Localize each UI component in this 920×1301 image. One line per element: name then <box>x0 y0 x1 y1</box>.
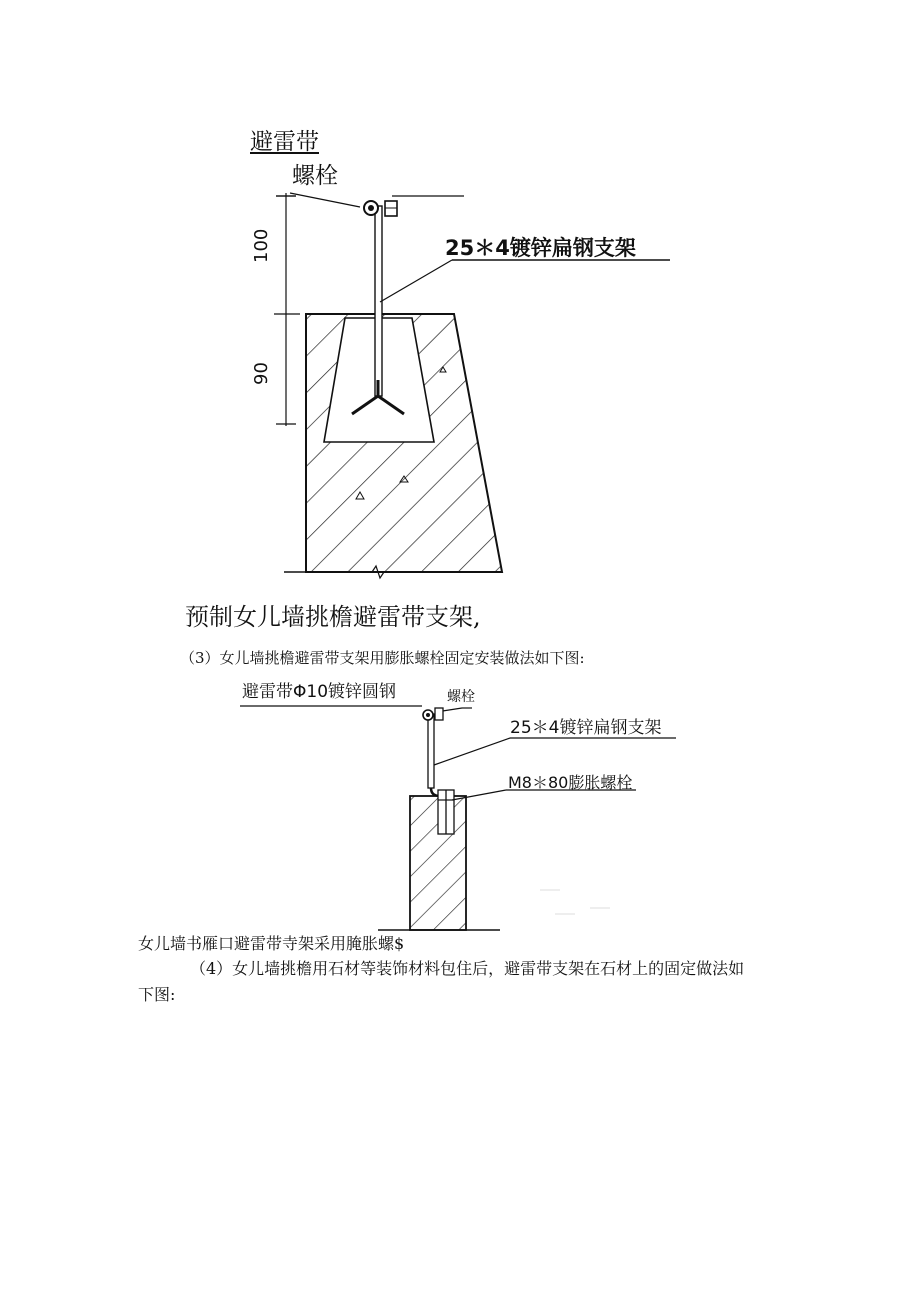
fig2-label-bolt: 螺栓 <box>447 689 475 705</box>
fig1-drawing <box>0 0 920 600</box>
paragraph-4-line-1: （4）女儿墙挑檐用石材等装饰材料包住后，避雷带支架在石材上的固定做法如 <box>190 959 745 978</box>
fig2-label-lightning-belt: 避雷带Φ10镀锌圆钢 <box>242 682 397 702</box>
paragraph-4-line-2: 下图: <box>138 985 176 1004</box>
paragraph-3: （3）女儿墙挑檐避雷带支架用膨胀螺栓固定安装做法如下图: <box>180 649 585 667</box>
fig2-label-bracket: 25＊4镀锌扁钢支架 <box>510 718 662 738</box>
caption-expansion-bolt: 女儿墙书雁口避雷带寺架采用腌胀螺$ <box>138 934 405 953</box>
fig1-label-bolt: 螺栓 <box>292 163 338 189</box>
fig1-dim-upper: 100 <box>251 228 272 263</box>
fig1-dim-lower: 90 <box>251 362 272 385</box>
fig1-label-bracket: 25＊4镀锌扁钢支架 <box>445 236 636 260</box>
fig2-label-expansion-bolt: M8＊80膨胀螺栓 <box>508 773 633 792</box>
fig1-label-lightning-belt: 避雷带 <box>250 129 319 155</box>
caption-precast-bracket: 预制女儿墙挑檐避雷带支架, <box>185 603 481 631</box>
